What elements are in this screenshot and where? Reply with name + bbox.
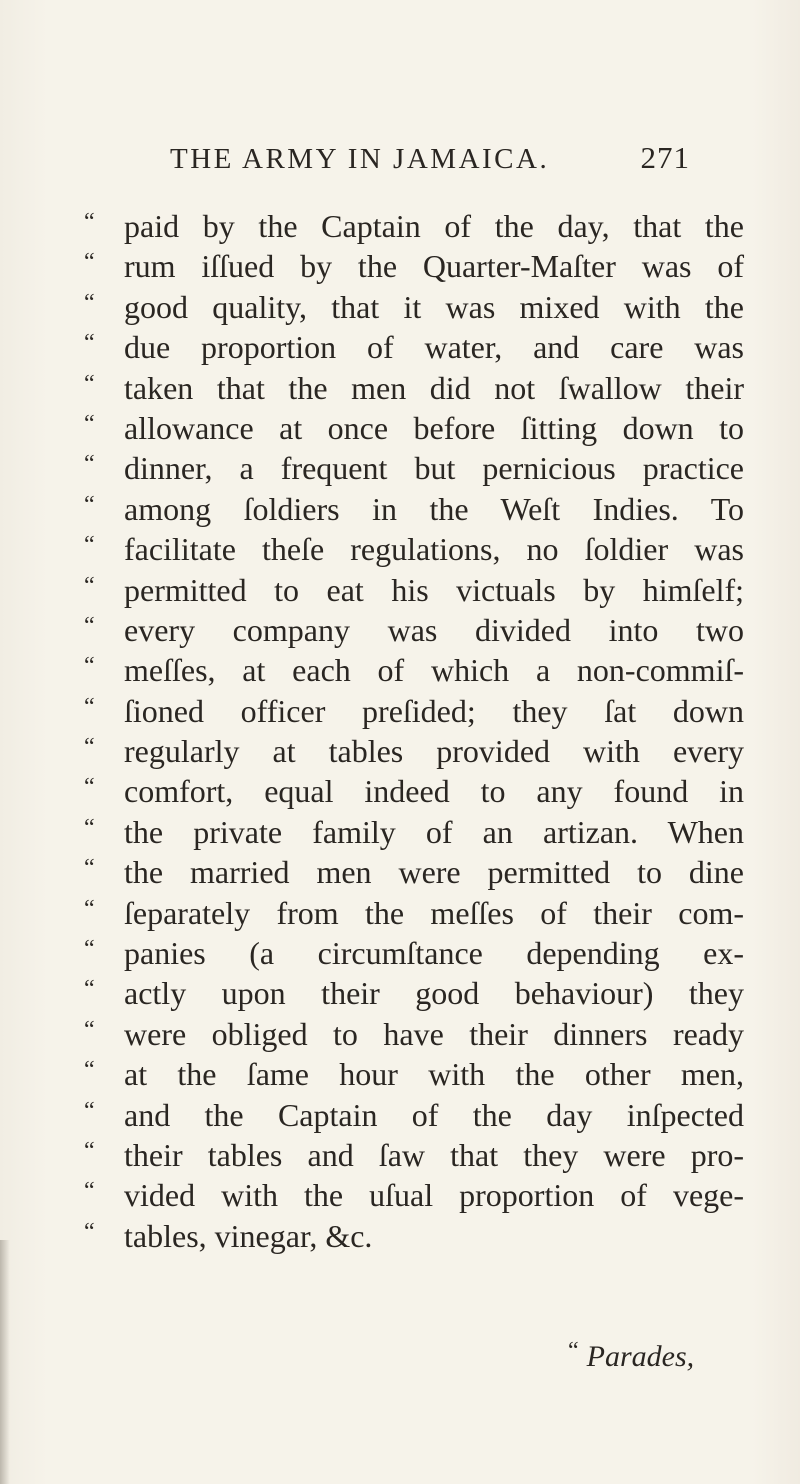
body-text [84,206,744,1256]
text-line [84,368,744,408]
text-line [84,529,744,569]
text-line [84,1216,744,1256]
quote-mark: “ [84,410,95,437]
line-text: taken that the men did not ſwallow their [124,369,744,406]
quote-mark: “ [84,1218,95,1245]
running-title: THE ARMY IN JAMAICA. [170,143,550,175]
text-line [84,812,744,852]
line-text: regularly at tables provided with every [124,733,744,770]
text-line [84,448,744,488]
line-text: comfort, equal indeed to any found in [124,773,744,810]
line-text: tables, vinegar, &c. [124,1217,373,1254]
line-text: dinner, a frequent but pernicious practice [124,450,744,487]
quote-mark: “ [84,936,95,963]
page-number: 271 [640,140,690,175]
quote-mark: “ [84,1097,95,1124]
quote-mark: “ [84,653,95,680]
quote-mark: “ [84,370,95,397]
text-line [84,852,744,892]
text-line [84,1175,744,1215]
line-text: meſſes, at each of which a non-commiſ- [124,652,744,689]
text-line [84,1095,744,1135]
line-text: rum iſſued by the Quarter-Maſter was of [124,248,744,285]
text-line [84,246,744,286]
line-text: the private family of an artizan. When [124,813,744,850]
page-header [170,140,690,190]
line-text: panies (a circumſtance depending ex- [124,935,744,972]
quote-mark: “ [84,1137,95,1164]
quote-mark: “ [84,209,95,235]
text-line [84,1054,744,1094]
quote-mark: “ [84,1016,95,1043]
text-line [84,771,744,811]
line-text: their tables and ſaw that they were pro- [124,1136,744,1173]
quote-mark: “ [84,249,95,276]
text-line [84,287,744,327]
line-text: the married men were permitted to dine [124,854,744,891]
line-text: and the Captain of the day inſpected [124,1096,744,1133]
text-line [84,731,744,771]
line-text: facilitate theſe regulations, no ſoldier was [124,531,744,568]
quote-mark: “ [84,1057,95,1084]
quote-mark: “ [84,734,95,761]
catchword-quote-mark: “ [568,1338,579,1364]
text-line [84,1014,744,1054]
text-line [84,650,744,690]
catchword-text: Parades, [586,1340,695,1373]
quote-mark: “ [84,289,95,316]
text-line [84,1135,744,1175]
line-text: allowance at once before ſitting down to [124,409,744,446]
quote-mark: “ [84,1178,95,1205]
text-line [84,489,744,529]
quote-mark: “ [84,814,95,841]
text-line [84,933,744,973]
line-text: at the ſame hour with the other men, [124,1056,744,1093]
line-text: due proportion of water, and care was [124,329,744,366]
text-line [84,206,744,246]
text-line [84,691,744,731]
line-text: among ſoldiers in the Weſt Indies. To [124,490,744,527]
line-text: were obliged to have their dinners ready [124,1015,744,1052]
quote-mark: “ [84,451,95,478]
line-text: permitted to eat his victuals by himſelf; [124,571,744,608]
quote-mark: “ [84,330,95,357]
quote-mark: “ [84,774,95,801]
line-text: ſeparately from the meſſes of their com- [124,894,744,931]
text-line [84,408,744,448]
text-line [84,610,744,650]
line-text: paid by the Captain of the day, that the [124,208,744,244]
quote-mark: “ [84,532,95,559]
quote-mark: “ [84,693,95,720]
quote-mark: “ [84,976,95,1003]
line-text: actly upon their good behaviour) they [124,975,744,1012]
text-line [84,327,744,367]
line-text: ſioned officer preſided; they ſat down [124,692,744,729]
quote-mark: “ [84,491,95,518]
quote-mark: “ [84,895,95,922]
page-edge-shadow [0,1240,10,1484]
catchword [568,1340,694,1374]
text-line [84,893,744,933]
line-text: every company was divided into two [124,611,744,648]
text-line [84,570,744,610]
quote-mark: “ [84,855,95,882]
text-line [84,973,744,1013]
line-text: good quality, that it was mixed with the [124,288,744,325]
quote-mark: “ [84,612,95,639]
quote-mark: “ [84,572,95,599]
line-text: vided with the uſual proportion of vege- [124,1177,744,1214]
